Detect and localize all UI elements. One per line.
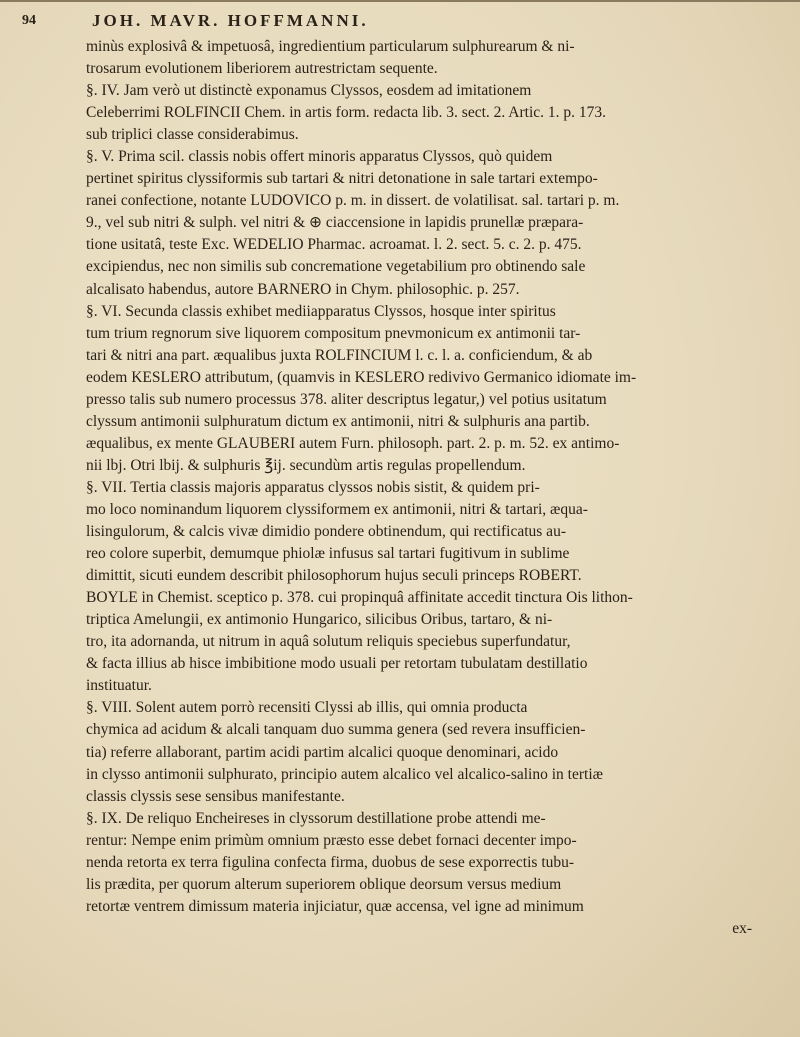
text-line: tum trium regnorum sive liquorem compositum pnevmonicum ex antimonii tar-	[86, 324, 581, 342]
text-line: minùs explosivâ & impetuosâ, ingredientium particularum sulphurearum & ni-	[86, 38, 575, 55]
text-line: Celeberrimi ROLFINCII Chem. in artis form. redacta lib. 3. sect. 2. Artic. 1. p. 173.	[86, 104, 606, 122]
text-line: chymica ad acidum & alcali tanquam duo summa genera (sed revera insufficien-	[86, 721, 586, 739]
text-line: mo loco nominandum liquorem clyssiformem ex antimonii, nitri & tartari, æqua-	[86, 500, 588, 518]
text-line: ranei confectione, notante LUDOVICO p. m. in dissert. de volatilisat. sal. tartari p. m.	[86, 192, 620, 210]
text-line: BOYLE in Chemist. sceptico p. 378. cui propinquâ affinitate accedit tinctura Ois lithon-	[86, 589, 633, 607]
text-line: clyssum antimonii sulphuratum dictum ex antimonii, nitri & sulphuris ana partib.	[86, 412, 590, 430]
text-line: §. VIII. Solent autem porrò recensiti Clyssi ab illis, qui omnia producta	[86, 699, 528, 717]
page-number: 94	[22, 13, 36, 28]
text-line: alcalisato habendus, autore BARNERO in Chym. philosophic. p. 257.	[86, 280, 520, 298]
page-header	[22, 6, 762, 36]
text-line: reo colore superbit, demumque phiolæ infusus sal tartari fugitivum in sublime	[86, 545, 570, 563]
paragraph	[86, 36, 766, 80]
text-line: tia) referre allaborant, partim acidi partim alcalici quoque denominari, acido	[86, 743, 559, 761]
body-text	[86, 36, 766, 940]
text-line: §. IX. De reliquo Encheireses in clyssorum destillatione probe attendi me-	[86, 809, 546, 827]
paragraph	[86, 301, 766, 477]
text-line: nii lbj. Otri lbij. & sulphuris ℥ij. secundùm artis regulas propellendum.	[86, 456, 526, 474]
text-line: §. VI. Secunda classis exhibet mediiapparatus Clyssos, hosque inter spiritus	[86, 302, 556, 320]
text-line: rentur: Nempe enim primùm omnium præsto esse debet fornaci decenter impo-	[86, 831, 577, 849]
text-line: lis prædita, per quorum alterum superiorem oblique deorsum versus medium	[86, 875, 562, 893]
top-rule	[0, 0, 800, 2]
text-line: tari & nitri ana part. æqualibus juxta ROLFINCIUM l. c. l. a. conficiendum, & ab	[86, 346, 593, 364]
text-line: 9., vel sub nitri & sulph. vel nitri & ⊕ ciaccensione in lapidis prunellæ præpara-	[86, 214, 584, 232]
text-line: sub triplici classe considerabimus.	[86, 126, 299, 144]
paragraph	[86, 80, 766, 146]
text-line: nenda retorta ex terra figulina confecta firma, duobus de sese exporrectis tubu-	[86, 853, 575, 871]
text-line: classis clyssis sese sensibus manifestante.	[86, 787, 345, 805]
text-line: triptica Amelungii, ex antimonio Hungarico, silicibus Oribus, tartaro, & ni-	[86, 611, 553, 629]
text-line: retortæ ventrem dimissum materia injiciatur, quæ accensa, vel igne ad minimum	[86, 897, 584, 915]
paragraph	[86, 808, 766, 918]
text-line: §. V. Prima scil. classis nobis offert minoris apparatus Clyssos, quò quidem	[86, 148, 553, 166]
text-line: tione usitatâ, teste Exc. WEDELIO Pharmac. acroamat. l. 2. sect. 5. c. 2. p. 475.	[86, 236, 582, 254]
running-head: JOH. MAVR. HOFFMANNI.	[92, 11, 369, 30]
paragraph	[86, 477, 766, 697]
text-line: lisingulorum, & calcis vivæ dimidio pondere obtinendum, qui rectificatus au-	[86, 523, 566, 541]
text-line: dimittit, sicuti eundem describit philosophorum hujus seculi princeps ROBERT.	[86, 567, 582, 585]
text-line: æqualibus, ex mente GLAUBERI autem Furn. philosoph. part. 2. p. m. 52. ex antimo-	[86, 434, 620, 452]
paragraph	[86, 146, 766, 300]
text-line: & facta illius ab hisce imbibitione modo usuali per retortam tubulatam destillatio	[86, 655, 588, 673]
text-line: instituatur.	[86, 677, 152, 695]
text-line: eodem KESLERO attributum, (quamvis in KESLERO redivivo Germanico idiomate im-	[86, 368, 637, 386]
catchword: ex-	[732, 919, 752, 937]
text-line: trosarum evolutionem liberiorem autrestrictam sequente.	[86, 60, 438, 78]
text-line: in clysso antimonii sulphurato, principio autem alcalico vel alcalico-salino in tertiæ	[86, 765, 603, 783]
paragraph	[86, 697, 766, 807]
text-line: excipiendus, nec non similis sub concrematione vegetabilium pro obtinendo sale	[86, 258, 586, 276]
text-line: pertinet spiritus clyssiformis sub tartari & nitri detonatione in sale tartari extempo-	[86, 170, 598, 188]
text-line: tro, ita adornanda, ut nitrum in aquâ solutum reliquis speciebus superfundatur,	[86, 633, 571, 651]
text-line: §. VII. Tertia classis majoris apparatus clyssos nobis sistit, & quidem pri-	[86, 478, 540, 496]
text-line: presso talis sub numero processus 378. aliter descriptus legatur,) vel potius usitatum	[86, 390, 607, 408]
text-line: §. IV. Jam verò ut distinctè exponamus Clyssos, eosdem ad imitationem	[86, 82, 532, 100]
